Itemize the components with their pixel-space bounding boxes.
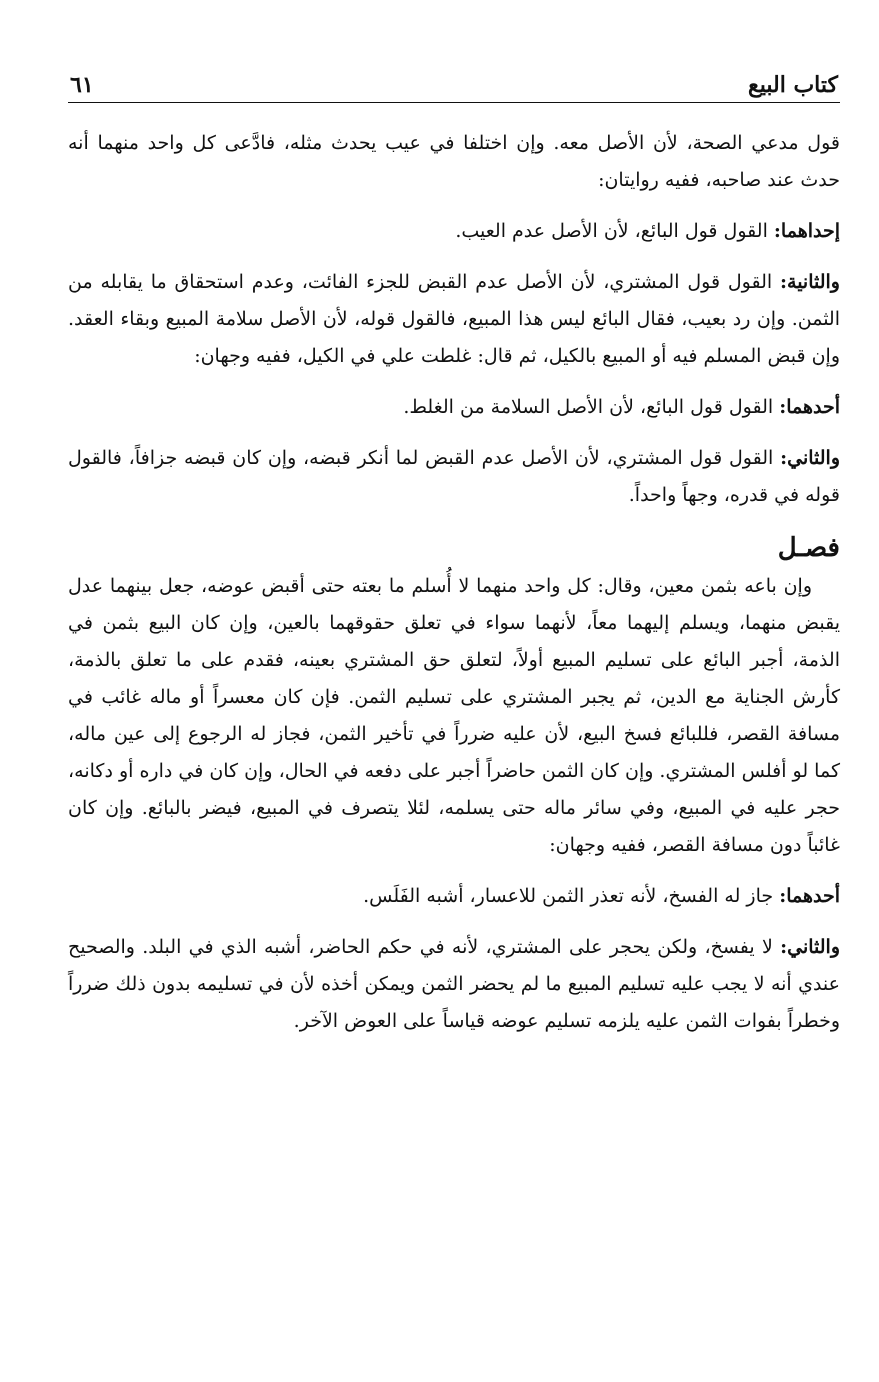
opinion-text: جاز له الفسخ، لأنه تعذر الثمن للاعسار، أشبه الفَلَس. bbox=[363, 885, 780, 907]
opinion-label: والثانية: bbox=[780, 271, 840, 293]
page-body bbox=[68, 125, 840, 1040]
running-header bbox=[68, 58, 840, 103]
opinion-label: والثاني: bbox=[780, 936, 840, 958]
opinion-text: القول قول المشتري، لأن الأصل عدم القبض للجزء الفائت، وعدم استحقاق ما يقابله من الثمن. وإن رد بعيب، فقال البائع ليس هذا المبيع، فالقول قوله، لأن الأصل سلامة المبيع وبقاء العقد. وإن قبض المسلم فيه أو المبيع بالكيل، ثم قال: غلطت علي في الكيل، ففيه وجهان: bbox=[68, 271, 840, 367]
opinion-label: إحداهما: bbox=[773, 220, 840, 242]
paragraph-1: قول مدعي الصحة، لأن الأصل معه. وإن اختلفا في عيب يحدث مثله، فادَّعى كل واحد منهما أنه حدث عند صاحبه، ففيه روايتان: bbox=[68, 132, 840, 191]
book-title: كتاب البيع bbox=[748, 72, 838, 98]
opinion-label: أحدهما: bbox=[779, 885, 840, 907]
section-heading: فصـل bbox=[777, 533, 840, 563]
paragraph-5 bbox=[68, 440, 840, 514]
paragraph-2 bbox=[68, 213, 840, 250]
opinion-text: لا يفسخ، ولكن يحجر على المشتري، لأنه في حكم الحاضر، أشبه الذي في البلد. والصحيح عندي أنه لا يجب عليه تسليم المبيع ما لم يحضر الثمن ويمكن أخذه لأن في تسليمه بدون ذلك ضرراً وخطراً بفوات الثمن عليه يلزمه تسليم عوضه قياساً على العوض الآخر. bbox=[68, 936, 840, 1032]
paragraph-3 bbox=[68, 264, 840, 375]
opinion-label: والثاني: bbox=[780, 447, 840, 469]
paragraph-4 bbox=[68, 389, 840, 426]
opinion-text: القول قول المشتري، لأن الأصل عدم القبض لما أنكر قبضه، وإن كان قبضه جزافاً، فالقول قوله في قدره، وجهاً واحداً. bbox=[68, 447, 840, 506]
book-page bbox=[68, 58, 840, 1054]
page-number: ٦١ bbox=[70, 72, 94, 98]
paragraph-8 bbox=[68, 929, 840, 1040]
paragraph-6: وإن باعه بثمن معين، وقال: كل واحد منهما لا أُسلم ما بعته حتى أقبض عوضه، جعل بينهما عدل يقبض منهما، ويسلم إليهما معاً، لأنهما سواء في تعلق حقوقهما بالعين، وإن كان البيع بثمن في الذمة، أجبر البائع على تسليم المبيع أولاً، لتعلق حق المشتري بعينه، فقدم على ما تعلق بالذمة، كأرش الجناية مع الدين، ثم يجبر المشتري على تسليم الثمن. فإن كان معسراً أو ماله غائب في مسافة القصر، فللبائع فسخ البيع، لأن عليه ضرراً في تأخير الثمن، فجاز له الرجوع إلى عين ماله، كما لو أفلس المشتري. وإن كان الثمن حاضراً أجبر على دفعه في الحال، وإن كان في داره أو دكانه، حجر عليه في المبيع، وفي سائر ماله حتى يسلمه، لئلا يتصرف في المبيع، فيضر بالبائع. وإن كان غائباً دون مسافة القصر، ففيه وجهان: bbox=[68, 575, 840, 856]
paragraph-7 bbox=[68, 878, 840, 915]
opinion-label: أحدهما: bbox=[779, 396, 840, 418]
opinion-text: القول قول البائع، لأن الأصل عدم العيب. bbox=[455, 220, 774, 242]
opinion-text: القول قول البائع، لأن الأصل السلامة من الغلط. bbox=[403, 396, 780, 418]
